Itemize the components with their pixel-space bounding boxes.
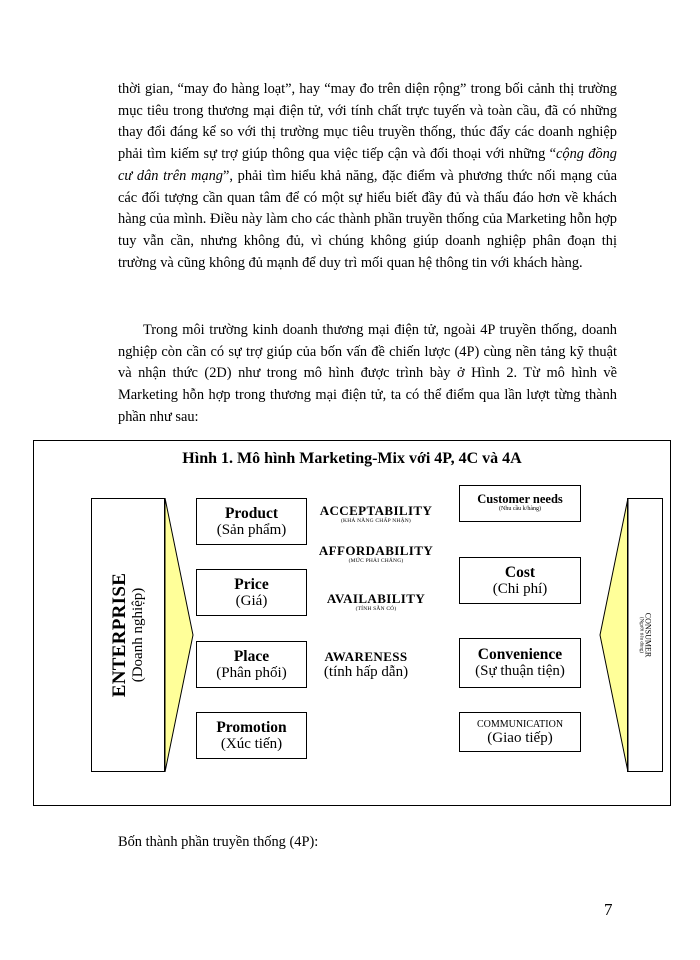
customer-needs-box (459, 485, 581, 522)
consumer-sublabel: (Người tiêu dùng) (638, 616, 644, 654)
body-paragraph-1: thời gian, “may đo hàng loạt”, hay “may đo trên diện rộng” trong bối cảnh thị trường mục tiêu trong thương mại điện tử, với tính chất trực tuyến và toàn cầu, đã có những thay đổi đáng kể so với thị trường mục tiêu truyền thống, thúc đẩy các doanh nghiệp phải tìm kiếm sự trợ giúp thông qua việc tiếp cận và đối thoại với những “cộng đồng cư dân trên mạng”, phải tìm hiểu khả năng, đặc điểm và phương thức nối mạng của các đối tượng cần quan tâm để có một sự hiểu biết đầy đủ và thấu đáo hơn về khách hàng của mình. Điều này làm cho các thành phần truyền thống của Marketing hỗn hợp tuy vẫn cần, nhưng không đủ, vì chúng không giúp doanh nghiệp phân đoạn thị trường và cũng không đủ mạnh để duy trì mối quan hệ thông tin với khách hàng. (118, 81, 618, 271)
convenience-title: Convenience (477, 646, 563, 663)
place-box (196, 641, 307, 688)
promotion-box (196, 712, 307, 759)
marketing-mix-figure (33, 440, 671, 806)
availability-label: AVAILABILITY (TÍNH SẴN CÓ) (326, 591, 426, 612)
communication-title: COMMUNICATION (476, 719, 564, 730)
enterprise-box (91, 498, 165, 772)
convenience-box (459, 638, 581, 688)
consumer-arrow (599, 498, 629, 772)
promotion-subtitle: (Xúc tiến) (220, 735, 283, 752)
enterprise-sublabel: (Doanh nghiệp) (130, 587, 146, 683)
product-box (196, 498, 307, 545)
price-box (196, 569, 307, 616)
convenience-subtitle: (Sự thuận tiện) (475, 663, 565, 679)
price-title: Price (234, 575, 269, 593)
place-subtitle: (Phân phối) (216, 664, 287, 681)
price-subtitle: (Giá) (235, 592, 268, 609)
enterprise-label: ENTERPRISE (109, 572, 130, 698)
page-number: 7 (604, 900, 613, 919)
body-paragraph-2: Trong môi trường kinh doanh thương mại điện tử, ngoài 4P truyền thống, doanh nghiệp còn cần có sự trợ giúp của bốn vấn đề chiến lược (4P) cùng nền tảng kỹ thuật và nhận thức (2D) như trong mô hình được trình bày ở Hình 2. Từ mô hình về Marketing hỗn hợp trong thương mại điện tử, ta có thể điểm qua lần lượt từng thành phần như sau: (118, 322, 617, 425)
place-title: Place (233, 647, 270, 665)
figure-title: Hình 1. Mô hình Marketing-Mix với 4P, 4C và 4A (182, 450, 522, 467)
after-figure-text: Bốn thành phần truyền thống (4P): (118, 834, 319, 850)
product-title: Product (224, 504, 279, 522)
affordability-label: AFFORDABILITY (MỨC PHẢI CHĂNG) (318, 543, 434, 564)
communication-subtitle: (Giao tiếp) (487, 730, 553, 746)
customer-needs-subtitle: (Nhu cầu k/hàng) (499, 506, 541, 512)
promotion-title: Promotion (216, 718, 287, 736)
awareness-label: AWARENESS (tính hấp dẫn) (323, 649, 409, 680)
customer-needs-title: Customer needs (477, 492, 563, 506)
communication-box (459, 712, 581, 752)
consumer-label: CONSUMER (643, 612, 653, 658)
cost-title: Cost (504, 564, 536, 581)
consumer-box (627, 498, 663, 772)
product-subtitle: (Sản phẩm) (216, 521, 287, 538)
cost-box (459, 557, 581, 604)
acceptability-label: ACCEPTABILITY (KHẢ NĂNG CHẤP NHẬN) (319, 503, 433, 524)
cost-subtitle: (Chi phí) (492, 581, 548, 597)
enterprise-arrow (165, 498, 195, 772)
